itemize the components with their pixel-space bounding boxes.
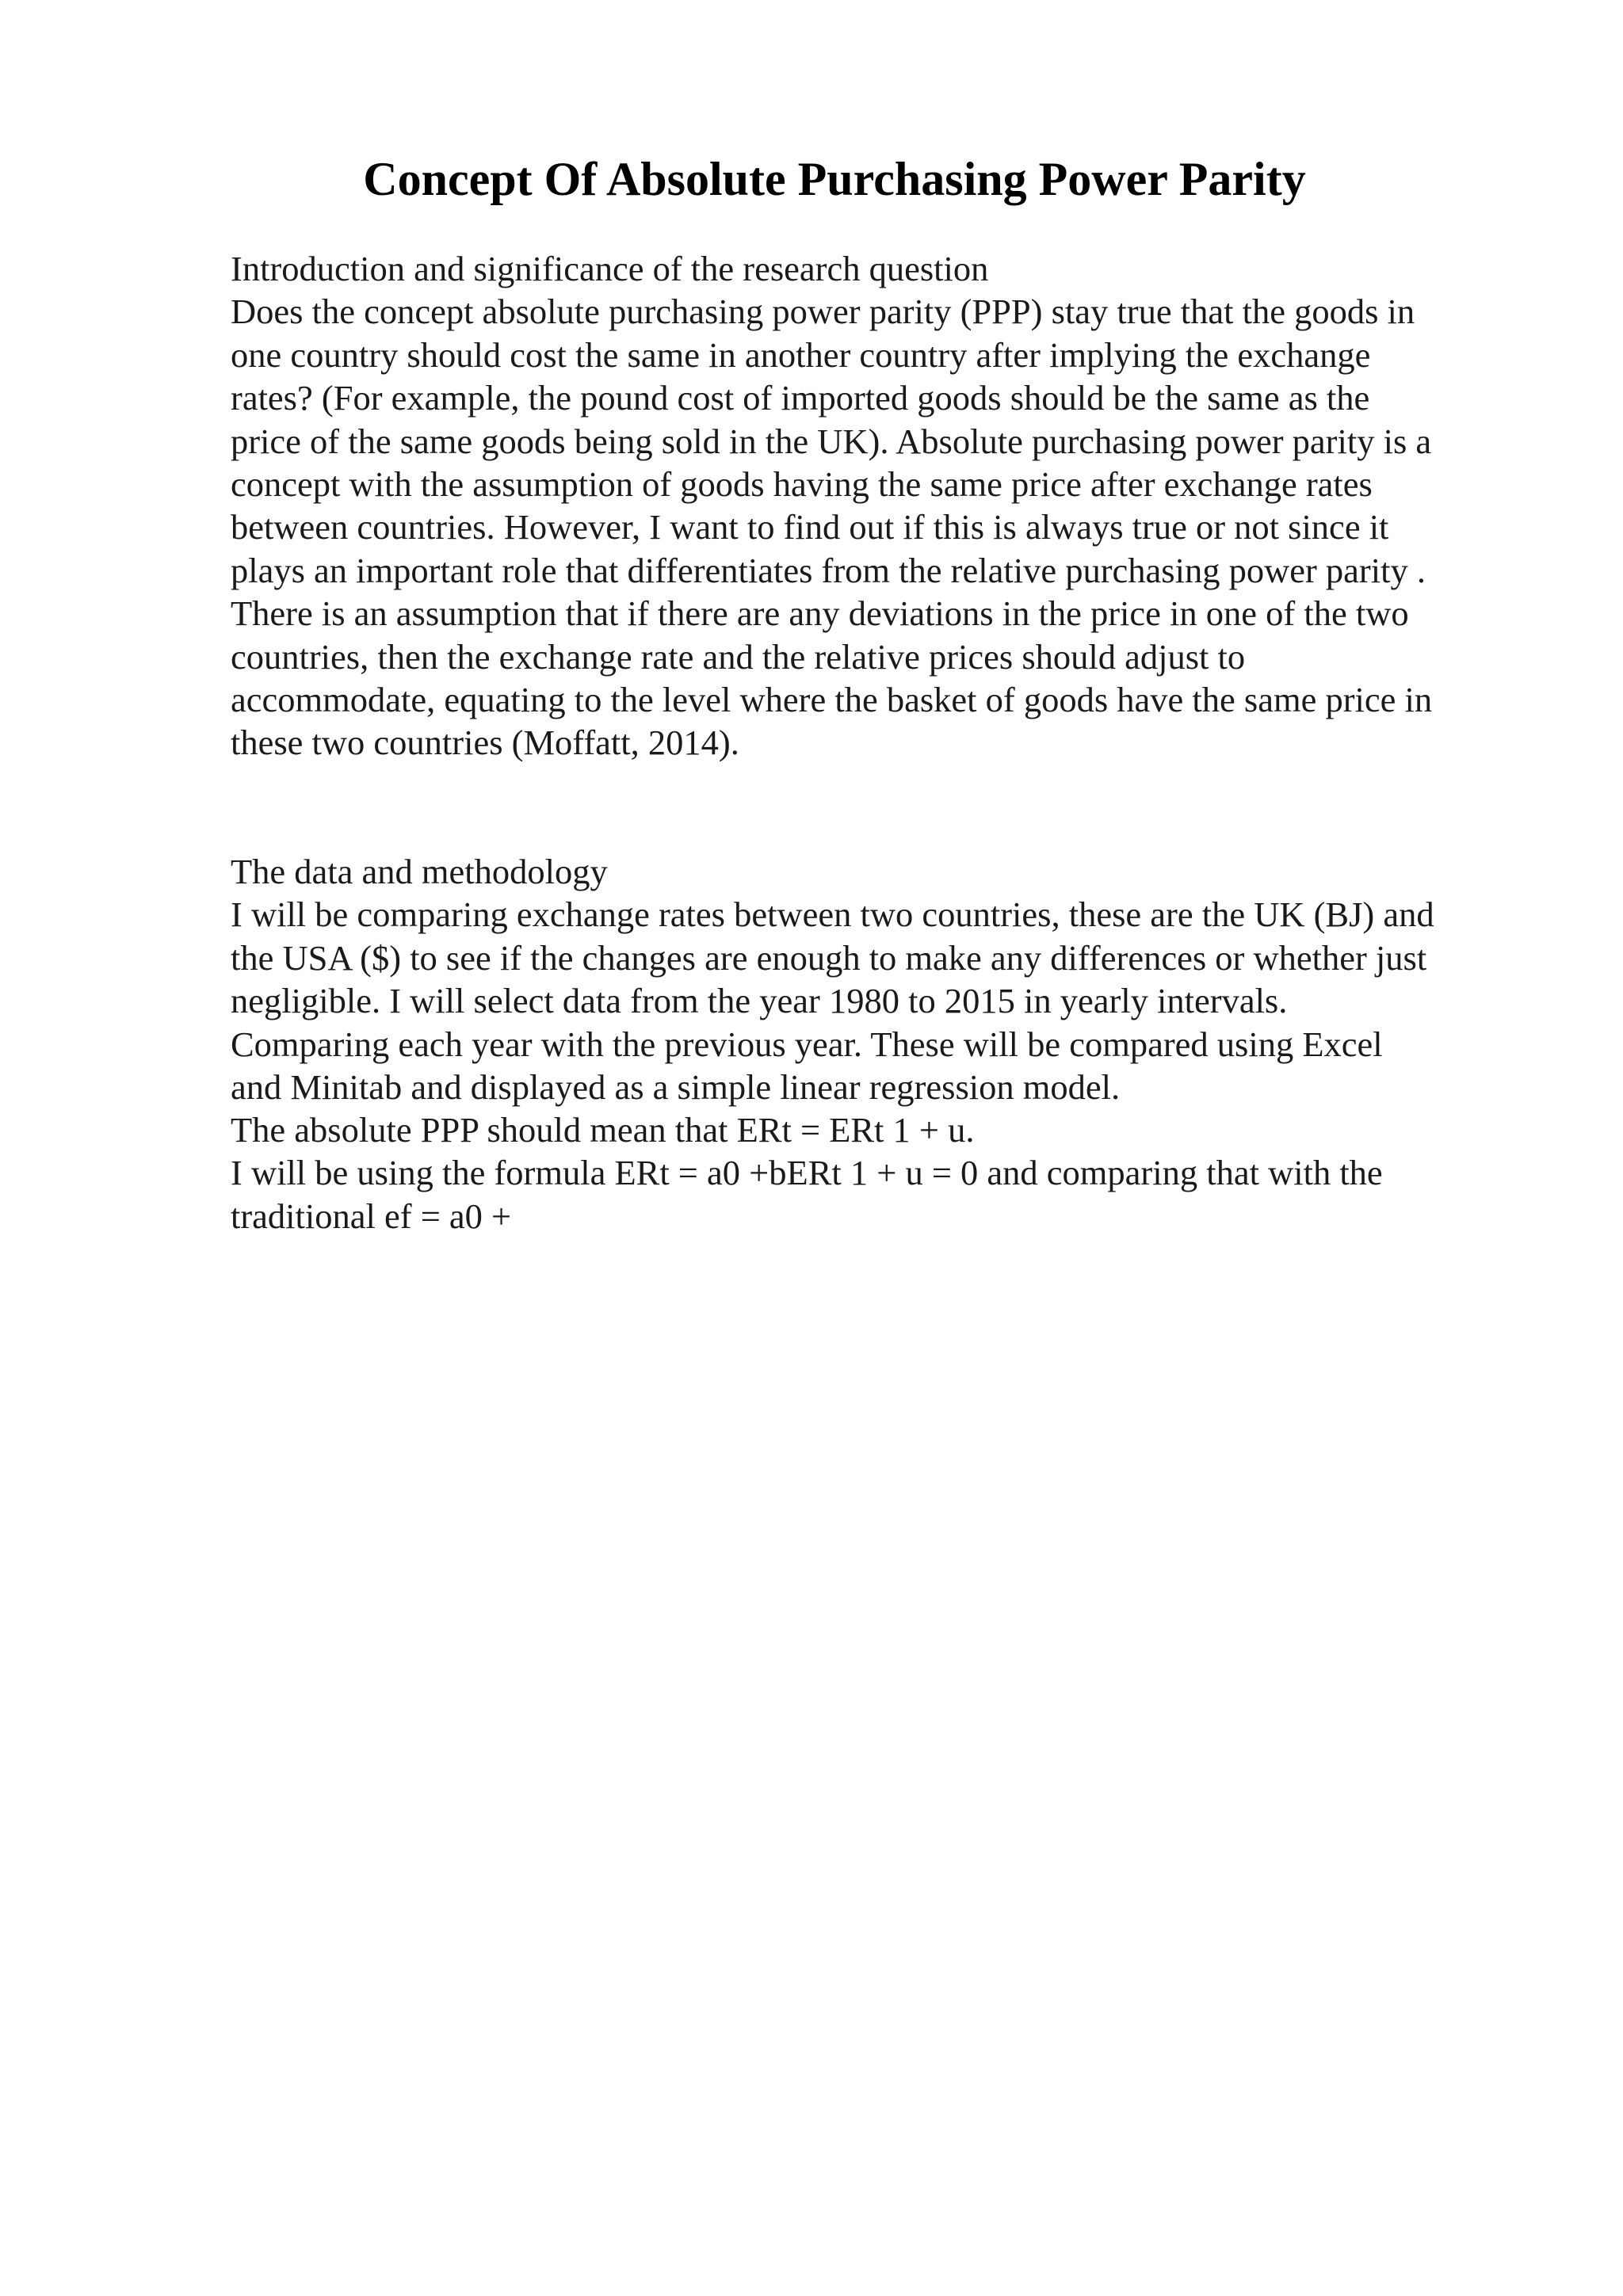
- section-heading-data-methodology: The data and methodology: [231, 852, 608, 891]
- data-methodology-section: [231, 850, 1507, 1108]
- paragraph-line: between countries. However, I want to find out if this is always true or not since it: [231, 507, 1389, 547]
- paragraph-line: and Minitab and displayed as a simple linear regression model.: [231, 1066, 1121, 1107]
- paragraph-line: The absolute PPP should mean that ERt = ERt 1 + u.: [231, 1110, 975, 1150]
- paragraph-line: traditional ef = a0 +: [231, 1196, 512, 1236]
- paragraph-line: I will be comparing exchange rates between two countries, these are the UK (BJ) and: [231, 894, 1434, 935]
- paragraph-line: price of the same goods being sold in the UK). Absolute purchasing power parity is a: [231, 421, 1432, 461]
- paragraph-line: plays an important role that differentiates from the relative purchasing power parity .: [231, 550, 1426, 590]
- paragraph-line: There is an assumption that if there are any deviations in the price in one of the two: [231, 593, 1409, 634]
- paragraph-line: Does the concept absolute purchasing power parity (PPP) stay true that the goods in: [231, 292, 1415, 332]
- paragraph-line: I will be using the formula ERt = a0 +bERt 1 + u = 0 and comparing that with the: [231, 1153, 1383, 1193]
- formula-section: [231, 1108, 1507, 1238]
- document-title: Concept Of Absolute Purchasing Power Parity: [363, 153, 1306, 205]
- section-heading-introduction: Introduction and significance of the research question: [231, 249, 989, 288]
- paragraph-line: accommodate, equating to the level where the basket of goods have the same price in: [231, 679, 1433, 719]
- introduction-section: [231, 247, 1507, 765]
- paragraph-line: concept with the assumption of goods having the same price after exchange rates: [231, 463, 1373, 504]
- paragraph-line: the USA ($) to see if the changes are enough to make any differences or whether just: [231, 937, 1427, 978]
- paragraph-line: Comparing each year with the previous year. These will be compared using Excel: [231, 1024, 1383, 1064]
- paragraph-line: rates? (For example, the pound cost of imported goods should be the same as the: [231, 378, 1370, 418]
- paragraph-line: negligible. I will select data from the year 1980 to 2015 in yearly intervals.: [231, 981, 1288, 1021]
- paragraph-line: one country should cost the same in another country after implying the exchange: [231, 334, 1371, 375]
- paragraph-line: countries, then the exchange rate and the relative prices should adjust to: [231, 636, 1246, 677]
- paragraph-line: these two countries (Moffatt, 2014).: [231, 723, 739, 763]
